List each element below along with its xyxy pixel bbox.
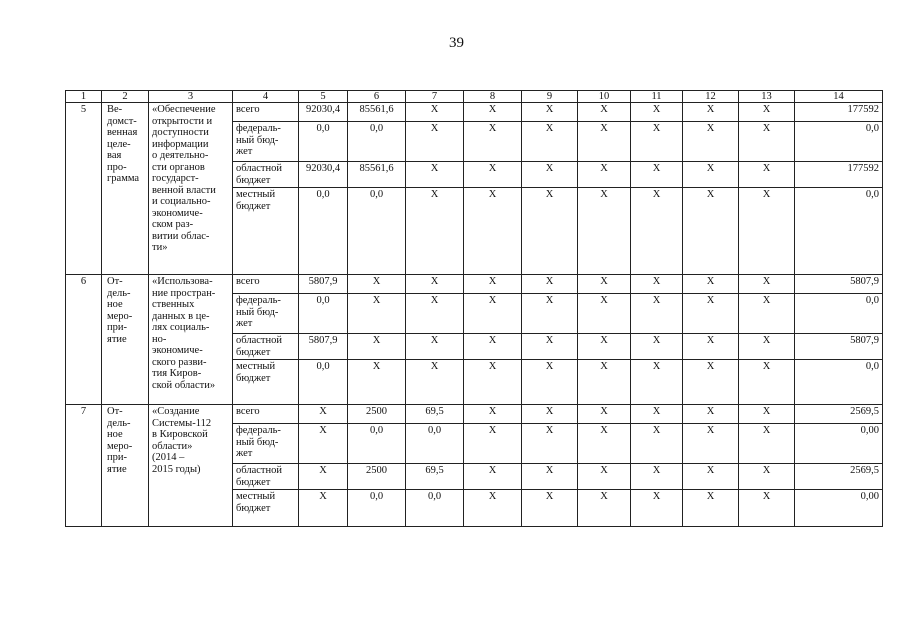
table-body — [66, 103, 883, 527]
value-cell: Х — [631, 162, 683, 188]
header-cell: 2 — [102, 91, 149, 103]
value-cell: Х — [683, 103, 739, 122]
funding-source-cell: всего — [233, 405, 299, 424]
value-cell: Х — [522, 490, 578, 527]
value-cell: Х — [348, 360, 406, 405]
total-cell: 0,00 — [795, 490, 883, 527]
total-cell: 177592 — [795, 103, 883, 122]
value-cell: Х — [631, 334, 683, 360]
value-cell: Х — [464, 424, 522, 464]
header-cell: 11 — [631, 91, 683, 103]
total-cell: 2569,5 — [795, 464, 883, 490]
value-cell: Х — [522, 188, 578, 275]
value-cell: Х — [464, 275, 522, 294]
header-cell: 13 — [739, 91, 795, 103]
value-cell: Х — [464, 464, 522, 490]
value-cell: Х — [683, 162, 739, 188]
value-cell: Х — [348, 275, 406, 294]
funding-source-cell: федераль- ный бюд- жет — [233, 294, 299, 334]
activity-name-cell: «Обеспечение открытости и доступности информации о деятельно- сти органов государст- венной власти и социально- экономиче- ском раз- витии облас- ти» — [149, 103, 233, 275]
value-cell: 0,0 — [348, 188, 406, 275]
value-cell: Х — [739, 188, 795, 275]
value-cell: Х — [578, 103, 631, 122]
value-cell: Х — [406, 122, 464, 162]
value-cell: Х — [464, 294, 522, 334]
total-cell: 0,0 — [795, 188, 883, 275]
value-cell: Х — [578, 294, 631, 334]
value-cell: Х — [739, 122, 795, 162]
value-cell: Х — [578, 490, 631, 527]
value-cell: Х — [631, 405, 683, 424]
value-cell: Х — [631, 103, 683, 122]
value-cell: Х — [739, 490, 795, 527]
value-cell: Х — [406, 188, 464, 275]
header-cell: 6 — [348, 91, 406, 103]
value-cell: Х — [631, 424, 683, 464]
header-cell: 7 — [406, 91, 464, 103]
value-cell: Х — [631, 122, 683, 162]
total-cell: 5807,9 — [795, 334, 883, 360]
value-cell: Х — [522, 424, 578, 464]
value-cell: Х — [739, 294, 795, 334]
value-cell: Х — [522, 103, 578, 122]
value-cell: 0,0 — [348, 490, 406, 527]
value-cell: 85561,6 — [348, 103, 406, 122]
value-cell: Х — [578, 334, 631, 360]
value-cell: 69,5 — [406, 464, 464, 490]
value-cell: 0,0 — [299, 188, 348, 275]
header-cell: 14 — [795, 91, 883, 103]
value-cell: Х — [683, 334, 739, 360]
value-cell: Х — [631, 275, 683, 294]
value-cell: Х — [739, 405, 795, 424]
funding-source-cell: местный бюджет — [233, 188, 299, 275]
value-cell: Х — [631, 360, 683, 405]
value-cell: Х — [464, 122, 522, 162]
funding-source-cell: областной бюджет — [233, 334, 299, 360]
value-cell: Х — [739, 360, 795, 405]
header-cell: 3 — [149, 91, 233, 103]
value-cell: Х — [739, 103, 795, 122]
value-cell: 85561,6 — [348, 162, 406, 188]
funding-source-cell: всего — [233, 103, 299, 122]
value-cell: Х — [299, 405, 348, 424]
value-cell: Х — [522, 294, 578, 334]
value-cell: 92030,4 — [299, 103, 348, 122]
value-cell: Х — [578, 464, 631, 490]
activity-type-cell: Ве- домст- венная целе- вая про- грамма — [102, 103, 149, 275]
value-cell: 0,0 — [299, 294, 348, 334]
value-cell: Х — [522, 405, 578, 424]
value-cell: Х — [522, 334, 578, 360]
header-cell: 5 — [299, 91, 348, 103]
header-cell: 8 — [464, 91, 522, 103]
value-cell: 0,0 — [348, 122, 406, 162]
table-row — [66, 405, 883, 424]
value-cell: Х — [578, 188, 631, 275]
value-cell: Х — [683, 490, 739, 527]
funding-source-cell: областной бюджет — [233, 162, 299, 188]
value-cell: Х — [464, 334, 522, 360]
value-cell: 0,0 — [299, 360, 348, 405]
value-cell: Х — [578, 424, 631, 464]
value-cell: Х — [683, 424, 739, 464]
value-cell: 0,0 — [406, 490, 464, 527]
value-cell: 2500 — [348, 405, 406, 424]
value-cell: Х — [683, 464, 739, 490]
total-cell: 0,00 — [795, 424, 883, 464]
value-cell: Х — [348, 334, 406, 360]
value-cell: 5807,9 — [299, 334, 348, 360]
total-cell: 0,0 — [795, 122, 883, 162]
value-cell: Х — [739, 334, 795, 360]
value-cell: Х — [683, 360, 739, 405]
value-cell: Х — [406, 275, 464, 294]
activity-type-cell: От- дель- ное меро- при- ятие — [102, 405, 149, 527]
value-cell: Х — [683, 405, 739, 424]
value-cell: Х — [522, 122, 578, 162]
value-cell: Х — [522, 162, 578, 188]
activity-name-cell: «Создание Системы-112 в Кировской области» (2014 – 2015 годы) — [149, 405, 233, 527]
row-number-cell: 6 — [66, 275, 102, 405]
value-cell: Х — [522, 464, 578, 490]
funding-source-cell: всего — [233, 275, 299, 294]
value-cell: Х — [578, 275, 631, 294]
value-cell: Х — [464, 490, 522, 527]
value-cell: Х — [578, 405, 631, 424]
total-cell: 0,0 — [795, 294, 883, 334]
value-cell: Х — [683, 294, 739, 334]
value-cell: 0,0 — [299, 122, 348, 162]
value-cell: Х — [631, 490, 683, 527]
row-number-cell: 7 — [66, 405, 102, 527]
row-number-cell: 5 — [66, 103, 102, 275]
funding-source-cell: областной бюджет — [233, 464, 299, 490]
value-cell: 2500 — [348, 464, 406, 490]
value-cell: Х — [631, 294, 683, 334]
total-cell: 177592 — [795, 162, 883, 188]
value-cell: Х — [299, 490, 348, 527]
value-cell: Х — [406, 294, 464, 334]
value-cell: Х — [406, 334, 464, 360]
value-cell: Х — [299, 424, 348, 464]
table-row — [66, 275, 883, 294]
header-cell: 1 — [66, 91, 102, 103]
value-cell: Х — [406, 162, 464, 188]
value-cell: Х — [631, 188, 683, 275]
funding-source-cell: федераль- ный бюд- жет — [233, 122, 299, 162]
total-cell: 0,0 — [795, 360, 883, 405]
budget-table — [65, 90, 883, 527]
value-cell: 69,5 — [406, 405, 464, 424]
total-cell: 2569,5 — [795, 405, 883, 424]
value-cell: Х — [683, 275, 739, 294]
value-cell: 5807,9 — [299, 275, 348, 294]
value-cell: Х — [522, 275, 578, 294]
value-cell: Х — [578, 360, 631, 405]
value-cell: Х — [683, 122, 739, 162]
value-cell: Х — [464, 188, 522, 275]
funding-source-cell: местный бюджет — [233, 360, 299, 405]
value-cell: 0,0 — [406, 424, 464, 464]
activity-name-cell: «Использова- ние простран- ственных данных в це- лях социаль- но- экономиче- ского разви- тия Киров- ской области» — [149, 275, 233, 405]
header-row — [66, 91, 883, 103]
header-cell: 12 — [683, 91, 739, 103]
value-cell: Х — [522, 360, 578, 405]
value-cell: Х — [406, 360, 464, 405]
value-cell: Х — [299, 464, 348, 490]
activity-type-cell: От- дель- ное меро- при- ятие — [102, 275, 149, 405]
value-cell: Х — [464, 103, 522, 122]
header-cell: 4 — [233, 91, 299, 103]
value-cell: Х — [683, 188, 739, 275]
value-cell: Х — [739, 162, 795, 188]
value-cell: Х — [464, 405, 522, 424]
value-cell: Х — [578, 122, 631, 162]
header-cell: 9 — [522, 91, 578, 103]
value-cell: Х — [739, 464, 795, 490]
value-cell: Х — [348, 294, 406, 334]
value-cell: Х — [631, 464, 683, 490]
value-cell: Х — [464, 360, 522, 405]
value-cell: Х — [578, 162, 631, 188]
value-cell: Х — [406, 103, 464, 122]
funding-source-cell: федераль- ный бюд- жет — [233, 424, 299, 464]
table-row — [66, 103, 883, 122]
value-cell: Х — [739, 275, 795, 294]
value-cell: 92030,4 — [299, 162, 348, 188]
page-number: 39 — [449, 35, 464, 51]
header-cell: 10 — [578, 91, 631, 103]
funding-source-cell: местный бюджет — [233, 490, 299, 527]
value-cell: Х — [739, 424, 795, 464]
total-cell: 5807,9 — [795, 275, 883, 294]
value-cell: Х — [464, 162, 522, 188]
value-cell: 0,0 — [348, 424, 406, 464]
